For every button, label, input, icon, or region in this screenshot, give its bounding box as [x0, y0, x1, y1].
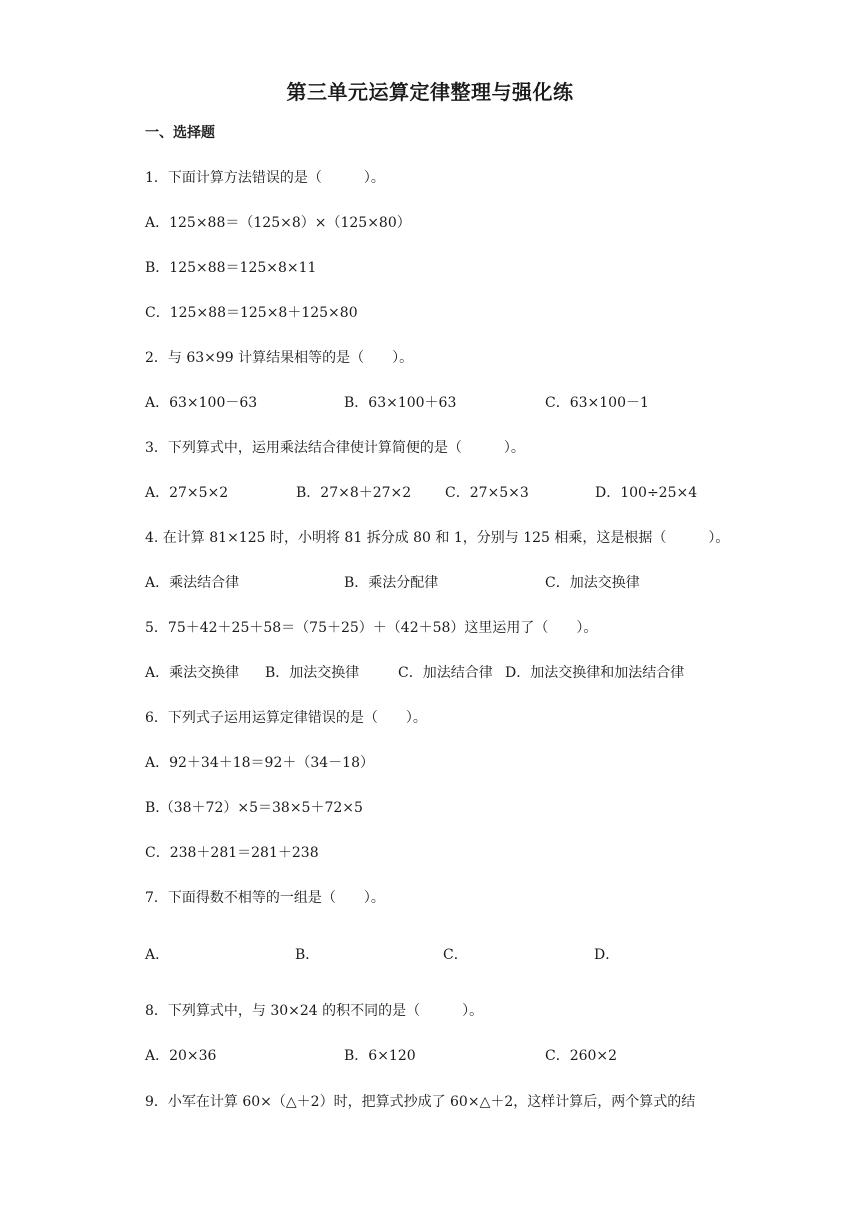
question-5-option-c: C．加法结合律 — [398, 665, 493, 681]
question-5-stem: 5．75＋42＋25＋58＝（75＋25）＋（42＋58）这里运用了（ ）。 — [145, 620, 598, 636]
question-6-stem: 6．下列式子运用运算定律错误的是（ ）。 — [145, 710, 427, 726]
question-2-stem: 2．与 63×99 计算结果相等的是（ ）。 — [145, 350, 414, 366]
question-4-option-c: C．加法交换律 — [545, 575, 640, 591]
question-9-stem: 9．小军在计算 60×（△＋2）时，把算式抄成了 60×△＋2，这样计算后，两个算式的结 — [145, 1094, 696, 1110]
question-5-option-b: B．加法交换律 — [265, 665, 360, 681]
question-1-stem: 1．下面计算方法错误的是（ ）。 — [145, 170, 385, 186]
question-7-option-d: D． — [594, 947, 620, 963]
question-8-stem: 8．下列算式中，与 30×24 的积不同的是（ ）。 — [145, 1003, 484, 1019]
question-8-option-a: A．20×36 — [145, 1048, 217, 1064]
section-heading: 一、选择题 — [145, 125, 215, 141]
question-5-option-d: D．加法交换律和加法结合律 — [505, 665, 685, 681]
question-6-option-a: A．92＋34＋18＝92＋（34－18） — [145, 755, 374, 771]
question-6-option-c: C．238＋281＝281＋238 — [145, 845, 319, 861]
page-title: 第三单元运算定律整理与强化练 — [286, 80, 574, 104]
question-7-option-c: C． — [443, 947, 468, 963]
question-4-stem: 4. 在计算 81×125 时，小明将 81 拆分成 80 和 1，分别与 125 相乘，这是根据（ ）。 — [145, 530, 730, 546]
question-8-option-c: C．260×2 — [545, 1048, 618, 1064]
question-2-option-c: C．63×100－1 — [545, 395, 649, 411]
question-3-option-d: D．100÷25×4 — [595, 485, 698, 501]
question-4-option-a: A．乘法结合律 — [145, 575, 240, 591]
question-2-option-a: A．63×100－63 — [145, 395, 258, 411]
question-7-option-a: A． — [145, 947, 170, 963]
question-7-stem: 7．下面得数不相等的一组是（ ）。 — [145, 890, 385, 906]
question-8-option-b: B．6×120 — [344, 1048, 416, 1064]
question-7-option-b: B． — [295, 947, 320, 963]
question-4-option-b: B．乘法分配律 — [344, 575, 439, 591]
question-1-option-b: B．125×88＝125×8×11 — [145, 260, 317, 276]
question-3-stem: 3．下列算式中，运用乘法结合律使计算简便的是（ ）。 — [145, 440, 525, 456]
question-3-option-b: B．27×8＋27×2 — [296, 485, 412, 501]
question-2-option-b: B．63×100＋63 — [344, 395, 457, 411]
question-1-option-c: C．125×88＝125×8＋125×80 — [145, 305, 358, 321]
question-6-option-b: B.（38＋72）×5＝38×5＋72×5 — [145, 800, 363, 816]
question-1-option-a: A．125×88＝（125×8）×（125×80） — [145, 215, 411, 231]
question-5-option-a: A．乘法交换律 — [145, 665, 240, 681]
question-3-option-c: C．27×5×3 — [445, 485, 529, 501]
question-3-option-a: A．27×5×2 — [145, 485, 229, 501]
